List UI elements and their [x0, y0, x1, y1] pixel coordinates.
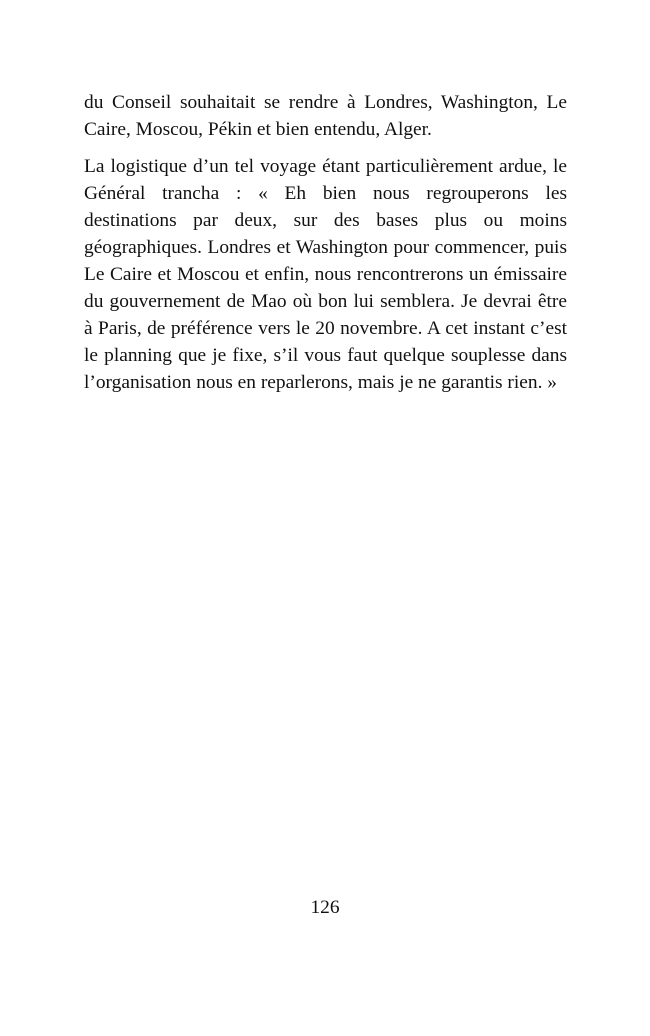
- paragraph-2: La logistique d’un tel voyage étant particulièrement ardue, le Général trancha : « Eh bien nous regrouperons les destinations par deux, sur des bases plus ou moins géographiques. Londres et Washington pour commencer, puis Le Caire et Moscou et enfin, nous rencontrerons un émissaire du gouvernement de Mao où bon lui semblera. Je devrai être à Paris, de préférence vers le 20 novembre. A cet instant c’est le planning que je fixe, s’il vous faut quelque souplesse dans l’organisation nous en reparlerons, mais je ne garantis rien. »: [84, 156, 567, 393]
- body-text: [84, 89, 567, 396]
- page-number: 126: [310, 897, 340, 918]
- paragraph-1: du Conseil souhaitait se rendre à Londres, Washington, Le Caire, Moscou, Pékin et bien entendu, Alger.: [84, 92, 567, 140]
